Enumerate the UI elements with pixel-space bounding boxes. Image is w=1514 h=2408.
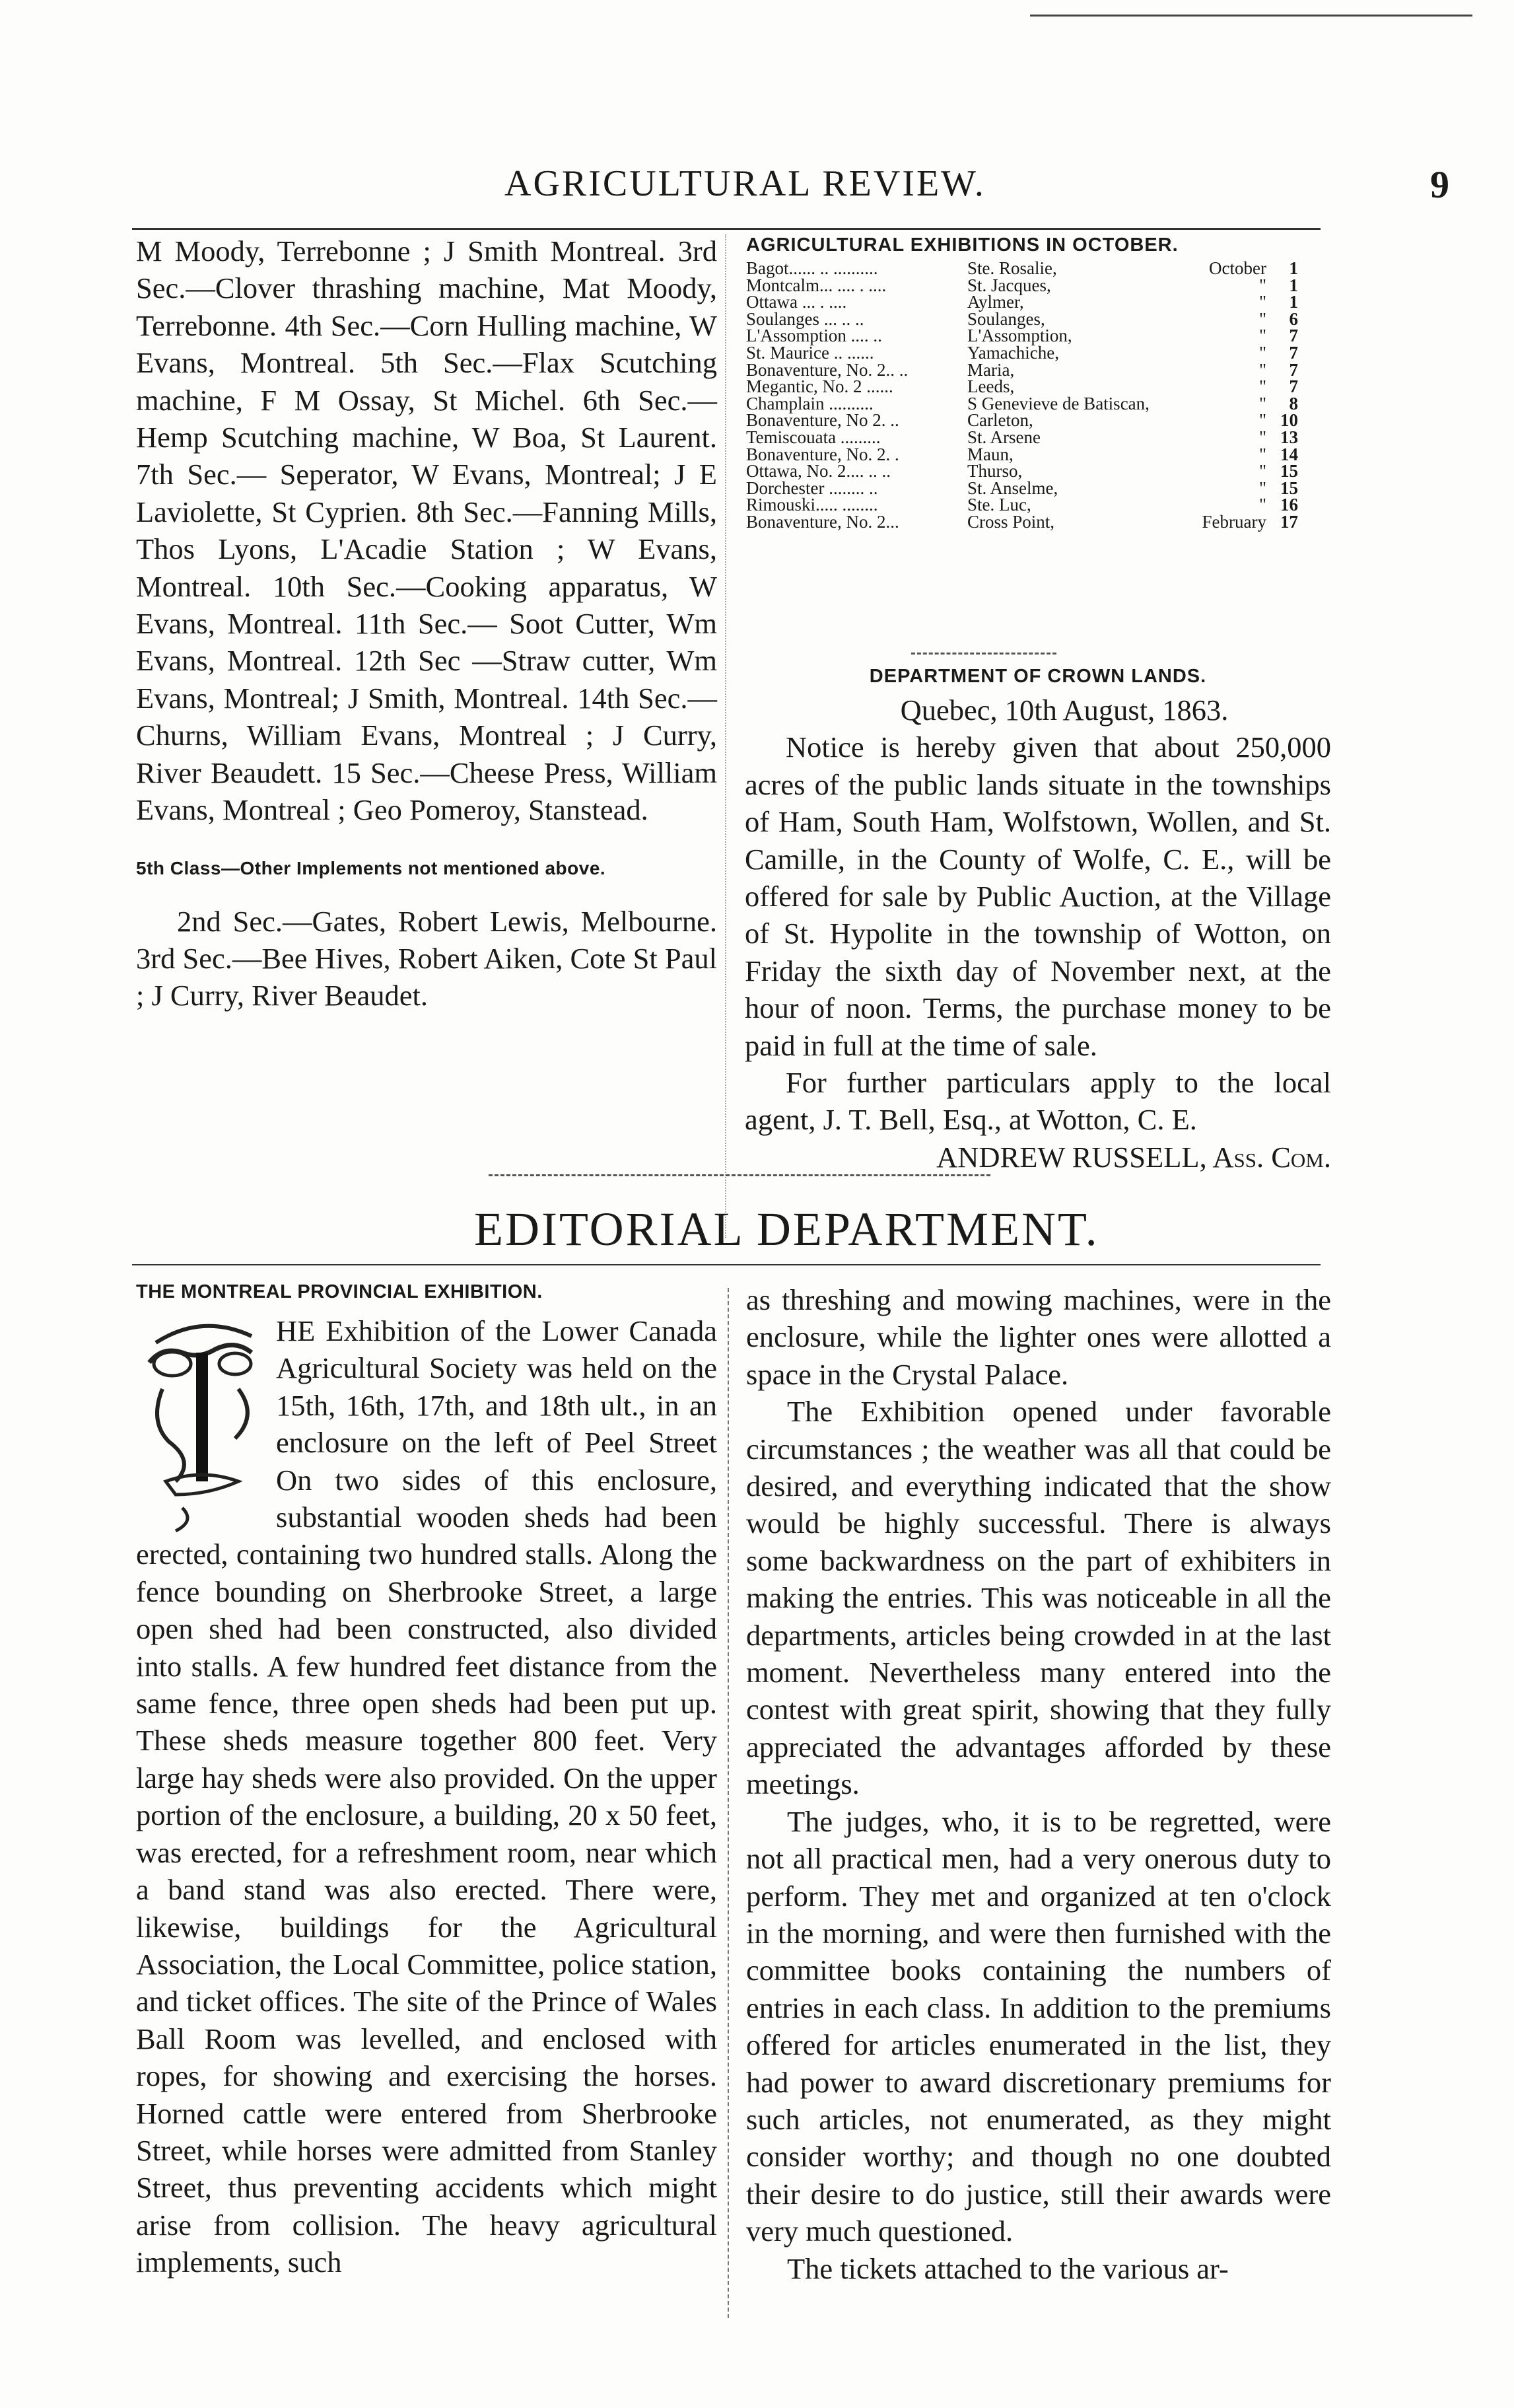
exhibition-month: " <box>1258 359 1266 380</box>
exhibition-day: 16 <box>1280 495 1298 515</box>
exhibition-place: St. Jacques, <box>967 275 1051 295</box>
exhibition-county: Bonaventure, No. 2.. .. <box>746 359 909 380</box>
exhibition-place: Maria, <box>967 359 1015 380</box>
dropcap-t-icon <box>136 1316 268 1534</box>
exhibition-county: Temiscouata ......... <box>746 427 881 447</box>
exhibition-month: " <box>1258 410 1266 431</box>
exhibition-month: " <box>1258 292 1266 312</box>
exhibition-county: Bonaventure, No 2. .. <box>746 410 899 431</box>
exhibitions-table <box>746 260 1327 531</box>
exhibition-county: Soulanges ... .. .. <box>746 308 864 329</box>
editorial-rule <box>132 1264 1321 1265</box>
exhibition-place: Aylmer, <box>967 292 1024 312</box>
exhibition-day: 1 <box>1289 258 1298 278</box>
section-dash <box>911 653 1056 655</box>
exhibition-county: Bonaventure, No. 2. . <box>746 444 899 464</box>
exhibition-county: Montcalm... .... . .... <box>746 275 887 295</box>
exhibition-county: Ottawa ... . .... <box>746 292 847 312</box>
crown-lands-heading: DEPARTMENT OF CROWN LANDS. <box>869 666 1207 687</box>
exhibition-day: 6 <box>1289 308 1298 329</box>
exhibition-row <box>746 294 1327 311</box>
exhibition-month: February <box>1202 511 1266 532</box>
exhibition-place: Carleton, <box>967 410 1033 431</box>
column-divider-top <box>725 234 726 1238</box>
implements-list: M Moody, Terrebonne ; J Smith Montreal. 3rd Sec.—Clover thrashing machine, Mat Moody, Terrebonne. 4th Sec.—Corn Hulling machine, W Evans, Montreal. 5th Sec.—Flax Scutching machine, F M Ossay, St Michel. 6th Sec.—Hemp Scutching machine, W Boa, St Laurent. 7th Sec.— Seperator, W Evans, Montreal; J E Laviolette, St Cyprien. 8th Sec.—Fanning Mills, Thos Lyons, L'Acadie Station ; W Evans, Montreal. 10th Sec.—Cooking apparatus, W Evans, Montreal. 11th Sec.— Soot Cutter, Wm Evans, Montreal. 12th Sec —Straw cutter, Wm Evans, Montreal; J Smith, Montreal. 14th Sec.—Churns, William Evans, Montreal ; J Curry, River Beaudett. 15 Sec.—Cheese Press, William Evans, Montreal ; Geo Pomeroy, Stanstead. <box>136 234 717 827</box>
exhibition-county: Ottawa, No. 2.... .. .. <box>746 461 891 481</box>
crown-lands-signature: ANDREW RUSSELL, Ass. Com. <box>936 1140 1331 1174</box>
exhibition-county: Rimouski..... ........ <box>746 495 878 515</box>
header-rule <box>132 228 1321 230</box>
crown-lands-notice: Notice is hereby given that about 250,000 acres of the public lands situate in the townships of Ham, South Ham, Wolfstown, Wollen, and St. Camille, in the County of Wolfe, C. E., will be offered for sale by Public Auction, at the Village of St. Hypolite in the township of Wotton, on Friday the sixth day of November next, at the hour of noon. Terms, the purchase money to be paid in full at the time of sale. <box>745 730 1331 1062</box>
article-col1-text: HE Exhibition of the Lower Canada Agricultural Society was held on the 15th, 16th, 17th, and 18th ult., in an enclosure on the left of Peel Street On two sides of this enclosure, substantial wooden sheds had been erected, containing two hundred stalls. Along the fence bounding on Sherbrooke Street, a large open shed had been constructed, also divided into stalls. A few hundred feet distance from the same fence, three open sheds had been put up. These sheds measure together 800 feet. Very large hay sheds were also provided. On the upper portion of the enclosure, a building, 20 x 50 feet, was erected, for a refreshment room, near which a band stand was also erected. There were, likewise, buildings for the Agricultural Association, the Local Committee, police station, and ticket offices. The site of the Prince of Wales Ball Room was levelled, and enclosed with ropes, for showing and exercising the horses. Horned cattle were entered from Sherbrooke Street, while horses were admitted from Stanley Street, thus preventing accidents which might arise from collision. The heavy agricultural implements, such <box>136 1314 717 2279</box>
running-title: AGRICULTURAL REVIEW. <box>504 163 986 204</box>
exhibition-day: 17 <box>1280 511 1298 532</box>
exhibition-row <box>746 429 1327 446</box>
column-divider-bottom <box>728 1288 729 2318</box>
exhibition-month: October <box>1209 258 1266 278</box>
exhibition-month: " <box>1258 342 1266 363</box>
exhibition-place: Cross Point, <box>967 511 1055 532</box>
article-title: THE MONTREAL PROVINCIAL EXHIBITION. <box>136 1281 543 1302</box>
exhibition-county: Dorchester ........ .. <box>746 478 878 498</box>
crown-lands-section <box>745 666 1331 1176</box>
exhibition-day: 8 <box>1289 393 1298 413</box>
exhibition-place: L'Assomption, <box>967 326 1072 346</box>
exhibition-day: 15 <box>1280 461 1298 481</box>
exhibition-place: Ste. Luc, <box>967 495 1031 515</box>
editorial-dash <box>489 1174 990 1176</box>
article-col2-p2: The Exhibition opened under favorable circumstances ; the weather was all that could be desired, and everything indicated that the show would be highly successful. There is always some backwardness on the part of exhibiters in making the entries. This was noticeable in all the departments, articles being crowded in at the last moment. Nevertheless many entered into the contest with great spirit, showing that they fully appreciated the advantages afforded by these meetings. <box>746 1395 1331 1801</box>
exhibition-place: S Genevieve de Batiscan, <box>967 393 1150 413</box>
exhibition-row <box>746 463 1327 480</box>
page-header <box>0 162 1514 215</box>
exhibition-day: 1 <box>1289 292 1298 312</box>
exhibition-row <box>746 511 1327 532</box>
crown-lands-further: For further particulars apply to the local agent, J. T. Bell, Esq., at Wotton, C. E. <box>745 1066 1331 1137</box>
exhibition-county: Megantic, No. 2 ...... <box>746 376 893 397</box>
dropcap-ornament <box>136 1316 268 1534</box>
top-rule <box>1030 15 1472 17</box>
editorial-col-2 <box>746 1281 1331 2287</box>
exhibitions-heading: AGRICULTURAL EXHIBITIONS IN OCTOBER. <box>746 234 1179 256</box>
exhibitions-section <box>746 234 1327 531</box>
exhibition-county: Bagot...... .. .......... <box>746 258 878 278</box>
exhibition-month: " <box>1258 376 1266 397</box>
exhibition-place: Thurso, <box>967 461 1023 481</box>
article-col2-p1: as threshing and mowing machines, were in the enclosure, while the lighter ones were allotted a space in the Crystal Palace. <box>746 1283 1331 1391</box>
exhibition-day: 7 <box>1289 342 1298 363</box>
exhibition-day: 10 <box>1280 410 1298 431</box>
exhibition-place: St. Anselme, <box>967 478 1058 498</box>
other-implements-text: 2nd Sec.—Gates, Robert Lewis, Melbourne. 3rd Sec.—Bee Hives, Robert Aiken, Cote St Paul ; J Curry, River Beaudet. <box>136 904 718 1012</box>
exhibition-county: Bonaventure, No. 2... <box>746 511 899 532</box>
exhibition-row <box>746 260 1327 277</box>
exhibition-row <box>746 342 1327 363</box>
page-number: 9 <box>1430 163 1449 206</box>
exhibition-row <box>746 378 1327 396</box>
exhibition-day: 15 <box>1280 478 1298 498</box>
exhibition-day: 1 <box>1289 275 1298 295</box>
crown-lands-dateline: Quebec, 10th August, 1863. <box>900 693 1229 726</box>
exhibition-county: Champlain .......... <box>746 393 874 413</box>
exhibition-month: " <box>1258 275 1266 295</box>
exhibition-month: " <box>1258 461 1266 481</box>
exhibition-place: Maun, <box>967 444 1014 464</box>
exhibition-place: Yamachiche, <box>967 342 1059 363</box>
exhibition-place: Soulanges, <box>967 308 1045 329</box>
exhibition-month: " <box>1258 427 1266 447</box>
article-col2-p3: The judges, who, it is to be regretted, were not all practical men, had a very onerous duty to perform. They met and organized at ten o'clock in the morning, and were then furnished with the committee books containing the numbers of entries in each class. In addition to the premiums offered for articles enumerated in the list, they had power to award discretionary premiums for such articles, not enumerated, as they might consider worthy; and though no one doubted their desire to do justice, still their awards were very much questioned. <box>746 1804 1331 2248</box>
exhibition-month: " <box>1258 308 1266 329</box>
exhibition-day: 7 <box>1289 359 1298 380</box>
exhibition-day: 7 <box>1289 376 1298 397</box>
exhibition-day: 14 <box>1280 444 1298 464</box>
exhibition-place: Leeds, <box>967 376 1015 397</box>
editorial-col-1 <box>136 1281 717 2281</box>
exhibition-county: L'Assomption .... .. <box>746 326 882 346</box>
article-col2-p4: The tickets attached to the various ar- <box>787 2251 1229 2285</box>
exhibition-month: " <box>1258 478 1266 498</box>
exhibition-day: 13 <box>1280 427 1298 447</box>
exhibition-month: " <box>1258 444 1266 464</box>
exhibition-day: 7 <box>1289 326 1298 346</box>
exhibition-month: " <box>1258 326 1266 346</box>
exhibition-month: " <box>1258 495 1266 515</box>
exhibition-county: St. Maurice .. ...... <box>746 342 874 363</box>
exhibition-place: St. Arsene <box>967 427 1041 447</box>
class-heading: 5th Class—Other Implements not mentioned above. <box>136 857 606 878</box>
exhibition-place: Ste. Rosalie, <box>967 258 1057 278</box>
exhibition-month: " <box>1258 393 1266 413</box>
editorial-heading: EDITORIAL DEPARTMENT. <box>474 1203 1099 1256</box>
left-column-top <box>136 232 717 1014</box>
